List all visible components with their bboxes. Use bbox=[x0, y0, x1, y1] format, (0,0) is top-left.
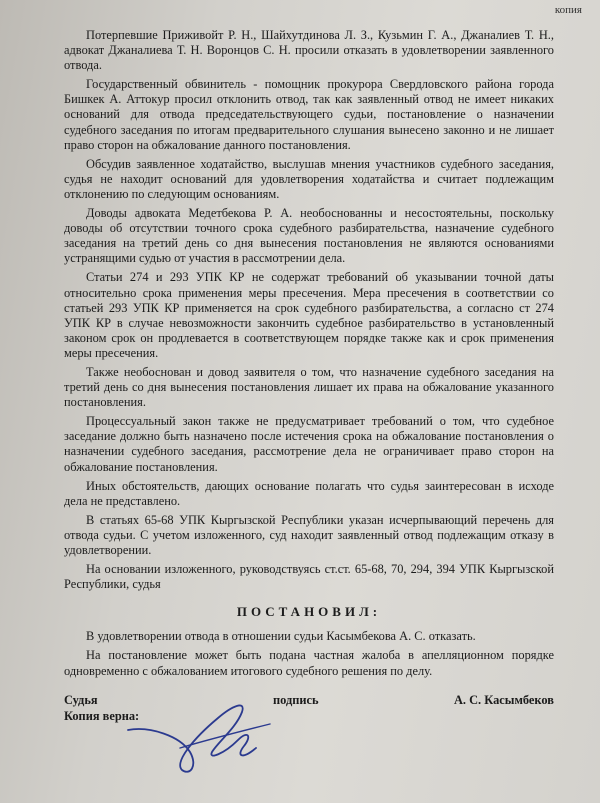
signature-label: подпись bbox=[272, 692, 319, 707]
handwritten-signature bbox=[120, 690, 280, 780]
paragraph: На основании изложенного, руководствуясь ст.ст. 65-68, 70, 294, 394 УПК Кыргызской Республики, судья bbox=[64, 562, 554, 592]
decision-heading: ПОСТАНОВИЛ: bbox=[236, 604, 382, 620]
paragraph: Государственный обвинитель - помощник прокурора Свердловского района города Бишкек А. Аттокур просил отклонить отвод, так как заявленный отвод не имеет никаких оснований для отвода председательствующего судьи, постановление о назначении судебного заседания по итогам предварительного слушания вынесено законно и не лишает право сторон на обжалование данного постановления. bbox=[64, 77, 554, 152]
paragraph: Обсудив заявленное ходатайство, выслушав мнения участников судебного заседания, судья не находит оснований для удовлетворения ходатайства и считает подлежащим отклонению по следующим основаниям. bbox=[64, 156, 554, 201]
paragraph: Также необоснован и довод заявителя о том, что назначение судебного заседания на третий день со дня вынесения постановления лишает их права на обжалование указанного постановления. bbox=[64, 364, 554, 410]
paragraph: Процессуальный закон также не предусматривает требований о том, что судебное заседание должно быть назначено после истечения срока на обжалование постановления о назначении судебного заседания, рассмотрение дела не ограничивает право сторон на обжалование постановления. bbox=[64, 414, 554, 474]
copy-true-label: Копия верна: bbox=[64, 708, 140, 723]
paragraph: Иных обстоятельств, дающих основание полагать что судья заинтересован в исходе дела не представлено. bbox=[64, 478, 554, 508]
judge-name: А. С. Касымбеков bbox=[453, 692, 554, 707]
paragraph: В статьях 65-68 УПК Кыргызской Республики указан исчерпывающий перечень для отвода судьи. С учетом изложенного, суд находит заявленный отвод подлежащим отказу в удовлетворении. bbox=[64, 512, 554, 557]
paragraph: Потерпевшие Приживойт Р. Н., Шайхутдинова Л. З., Кузьмин Г. А., Джаналиев Т. Н., адвокат Джаналиева Т. Н. Воронцов С. Н. просили отказать в удовлетворении заявленного отвода. bbox=[64, 28, 554, 73]
copy-mark: копия bbox=[554, 4, 582, 16]
decision-paragraph: В удовлетворении отвода в отношении судьи Касымбекова А. С. отказать. bbox=[86, 629, 476, 644]
judge-label: Судья bbox=[64, 692, 98, 707]
document-body bbox=[64, 28, 554, 724]
paragraph: Доводы адвоката Медетбекова Р. А. необоснованны и несостоятельны, поскольку доводы об отсутствии точного срока судебного разбирательства, назначение судебного заседания на третий день со дня вынесения постановления не являются основаниями устранящими судью от участия в рассмотрении дела. bbox=[64, 206, 554, 266]
decision-paragraph: На постановление может быть подана частная жалоба в апелляционном порядке одновременно с обжалованием итогового судебного решения по делу. bbox=[64, 648, 554, 678]
paragraph: Статьи 274 и 293 УПК КР не содержат требований об указывании точной даты относительно срока применения меры пресечения. Мера пресечения в соответствии со статьей 293 УПК КР применяется на срок судебного разбирательства, а согласно ст 274 УПК КР в случае невозможности закончить судебное разбирательство в установленный законом срок он продлевается в соответствующем порядке также как и срок применения меры пресечения. bbox=[64, 270, 554, 360]
